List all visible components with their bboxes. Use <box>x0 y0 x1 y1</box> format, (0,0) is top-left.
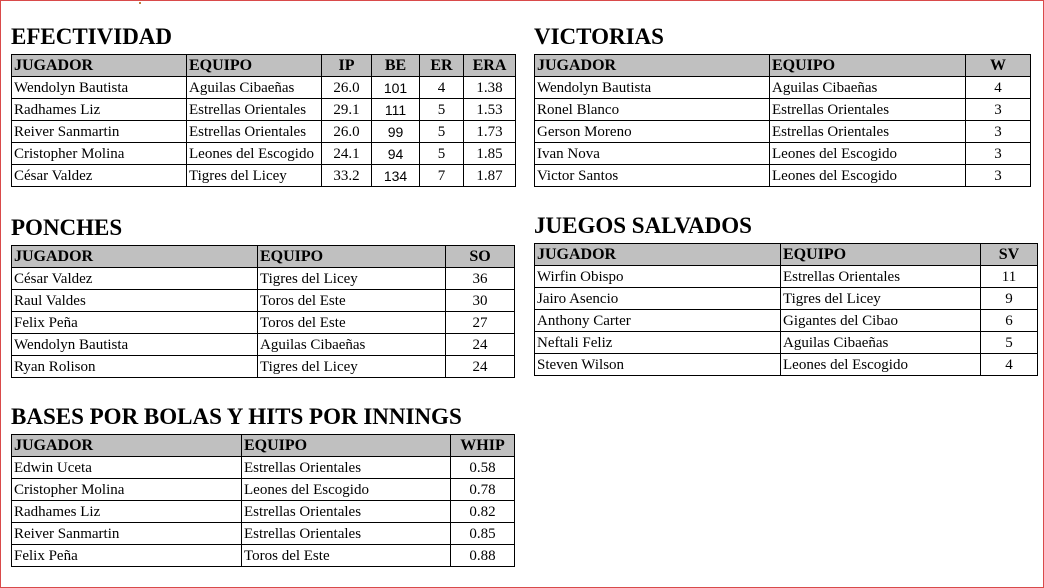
cell-jugador: Ivan Nova <box>535 143 770 165</box>
cell-ip: 33.2 <box>322 165 372 187</box>
col-header-jugador: JUGADOR <box>535 244 781 266</box>
cell-equipo: Aguilas Cibaeñas <box>187 77 322 99</box>
cell-equipo: Estrellas Orientales <box>770 121 966 143</box>
cell-jugador: Victor Santos <box>535 165 770 187</box>
cell-w: 3 <box>966 121 1031 143</box>
cell-so: 27 <box>446 312 515 334</box>
section-title: EFECTIVIDAD <box>11 24 173 49</box>
cell-w: 3 <box>966 165 1031 187</box>
cell-be: 94 <box>372 143 420 165</box>
cell-equipo: Toros del Este <box>258 290 446 312</box>
cell-whip: 0.85 <box>451 523 515 545</box>
table-header-row <box>12 55 516 77</box>
section-title: JUEGOS SALVADOS <box>534 213 752 238</box>
cell-be: 134 <box>372 165 420 187</box>
table-row <box>535 288 1038 310</box>
cell-equipo: Toros del Este <box>258 312 446 334</box>
table-row <box>535 310 1038 332</box>
table-row <box>535 121 1031 143</box>
cell-ip: 26.0 <box>322 121 372 143</box>
cell-so: 24 <box>446 356 515 378</box>
cell-w: 3 <box>966 99 1031 121</box>
cell-equipo: Estrellas Orientales <box>770 99 966 121</box>
col-header-jugador: JUGADOR <box>12 246 258 268</box>
table-row <box>535 99 1031 121</box>
table-header-row <box>535 244 1038 266</box>
cell-jugador: Reiver Sanmartin <box>12 523 242 545</box>
cell-so: 36 <box>446 268 515 290</box>
cell-equipo: Leones del Escogido <box>770 165 966 187</box>
cell-equipo: Tigres del Licey <box>258 268 446 290</box>
cell-equipo: Toros del Este <box>242 545 451 567</box>
table-header-row <box>12 435 515 457</box>
cell-jugador: Neftali Feliz <box>535 332 781 354</box>
cell-ip: 26.0 <box>322 77 372 99</box>
section-victorias <box>534 24 1031 187</box>
col-header-equipo: EQUIPO <box>781 244 981 266</box>
section-juegos-salvados <box>534 213 1038 376</box>
cell-sv: 11 <box>981 266 1038 288</box>
cell-equipo: Estrellas Orientales <box>242 501 451 523</box>
cell-jugador: Wendolyn Bautista <box>12 77 187 99</box>
efectividad-table <box>11 54 516 187</box>
cell-equipo: Leones del Escogido <box>242 479 451 501</box>
table-row <box>12 479 515 501</box>
col-header-era: ERA <box>464 55 516 77</box>
cell-jugador: Reiver Sanmartin <box>12 121 187 143</box>
table-row <box>535 143 1031 165</box>
victorias-table <box>534 54 1031 187</box>
col-header-jugador: JUGADOR <box>12 55 187 77</box>
table-row <box>12 77 516 99</box>
cell-jugador: César Valdez <box>12 165 187 187</box>
table-row <box>12 99 516 121</box>
salvados-table <box>534 243 1038 376</box>
cell-jugador: Gerson Moreno <box>535 121 770 143</box>
cell-w: 4 <box>966 77 1031 99</box>
cell-jugador: Edwin Uceta <box>12 457 242 479</box>
cell-equipo: Aguilas Cibaeñas <box>770 77 966 99</box>
cell-equipo: Leones del Escogido <box>781 354 981 376</box>
cell-era: 1.73 <box>464 121 516 143</box>
section-title: PONCHES <box>11 215 123 240</box>
section-title: VICTORIAS <box>534 24 664 49</box>
cell-sv: 5 <box>981 332 1038 354</box>
section-efectividad <box>11 24 516 187</box>
cell-er: 5 <box>420 121 464 143</box>
table-row <box>535 266 1038 288</box>
table-row <box>12 290 515 312</box>
cell-so: 30 <box>446 290 515 312</box>
cell-er: 5 <box>420 143 464 165</box>
table-row <box>12 457 515 479</box>
table-row <box>12 523 515 545</box>
cell-equipo: Tigres del Licey <box>258 356 446 378</box>
table-row <box>12 143 516 165</box>
cell-jugador: Wirfin Obispo <box>535 266 781 288</box>
col-header-sv: SV <box>981 244 1038 266</box>
cell-so: 24 <box>446 334 515 356</box>
col-header-equipo: EQUIPO <box>258 246 446 268</box>
cell-be: 101 <box>372 77 420 99</box>
table-row <box>12 545 515 567</box>
cell-be: 99 <box>372 121 420 143</box>
cell-equipo: Leones del Escogido <box>770 143 966 165</box>
cell-jugador: Wendolyn Bautista <box>535 77 770 99</box>
cell-equipo: Leones del Escogido <box>187 143 322 165</box>
decorative-dot <box>139 2 141 4</box>
table-row <box>535 354 1038 376</box>
cell-jugador: Jairo Asencio <box>535 288 781 310</box>
cell-era: 1.53 <box>464 99 516 121</box>
cell-sv: 4 <box>981 354 1038 376</box>
col-header-equipo: EQUIPO <box>187 55 322 77</box>
cell-jugador: Wendolyn Bautista <box>12 334 258 356</box>
section-whip <box>11 404 515 567</box>
cell-jugador: César Valdez <box>12 268 258 290</box>
cell-whip: 0.82 <box>451 501 515 523</box>
cell-ip: 29.1 <box>322 99 372 121</box>
table-row <box>12 165 516 187</box>
cell-jugador: Ronel Blanco <box>535 99 770 121</box>
cell-w: 3 <box>966 143 1031 165</box>
cell-sv: 6 <box>981 310 1038 332</box>
col-header-ip: IP <box>322 55 372 77</box>
cell-equipo: Tigres del Licey <box>187 165 322 187</box>
table-row <box>12 501 515 523</box>
cell-equipo: Aguilas Cibaeñas <box>781 332 981 354</box>
table-row <box>12 121 516 143</box>
table-header-row <box>12 246 515 268</box>
cell-jugador: Raul Valdes <box>12 290 258 312</box>
cell-equipo: Estrellas Orientales <box>242 457 451 479</box>
cell-er: 5 <box>420 99 464 121</box>
cell-era: 1.85 <box>464 143 516 165</box>
whip-table <box>11 434 515 567</box>
cell-era: 1.87 <box>464 165 516 187</box>
cell-equipo: Estrellas Orientales <box>187 121 322 143</box>
table-row <box>12 312 515 334</box>
table-row <box>535 332 1038 354</box>
cell-jugador: Felix Peña <box>12 545 242 567</box>
cell-jugador: Felix Peña <box>12 312 258 334</box>
cell-jugador: Radhames Liz <box>12 501 242 523</box>
col-header-jugador: JUGADOR <box>535 55 770 77</box>
cell-equipo: Aguilas Cibaeñas <box>258 334 446 356</box>
table-row <box>535 77 1031 99</box>
cell-equipo: Gigantes del Cibao <box>781 310 981 332</box>
cell-whip: 0.88 <box>451 545 515 567</box>
ponches-table <box>11 245 515 378</box>
col-header-whip: WHIP <box>451 435 515 457</box>
cell-jugador: Cristopher Molina <box>12 143 187 165</box>
cell-whip: 0.78 <box>451 479 515 501</box>
col-header-jugador: JUGADOR <box>12 435 242 457</box>
section-ponches <box>11 215 515 378</box>
cell-ip: 24.1 <box>322 143 372 165</box>
cell-jugador: Anthony Carter <box>535 310 781 332</box>
cell-jugador: Steven Wilson <box>535 354 781 376</box>
cell-equipo: Estrellas Orientales <box>187 99 322 121</box>
col-header-equipo: EQUIPO <box>242 435 451 457</box>
col-header-so: SO <box>446 246 515 268</box>
table-row <box>12 268 515 290</box>
cell-whip: 0.58 <box>451 457 515 479</box>
cell-be: 111 <box>372 99 420 121</box>
table-row <box>12 356 515 378</box>
cell-sv: 9 <box>981 288 1038 310</box>
col-header-er: ER <box>420 55 464 77</box>
cell-er: 4 <box>420 77 464 99</box>
cell-era: 1.38 <box>464 77 516 99</box>
cell-equipo: Tigres del Licey <box>781 288 981 310</box>
col-header-equipo: EQUIPO <box>770 55 966 77</box>
col-header-w: W <box>966 55 1031 77</box>
cell-er: 7 <box>420 165 464 187</box>
cell-jugador: Cristopher Molina <box>12 479 242 501</box>
section-title: BASES POR BOLAS Y HITS POR INNINGS <box>11 404 462 429</box>
table-header-row <box>535 55 1031 77</box>
cell-jugador: Radhames Liz <box>12 99 187 121</box>
cell-equipo: Estrellas Orientales <box>242 523 451 545</box>
cell-equipo: Estrellas Orientales <box>781 266 981 288</box>
col-header-be: BE <box>372 55 420 77</box>
table-row <box>12 334 515 356</box>
cell-jugador: Ryan Rolison <box>12 356 258 378</box>
table-row <box>535 165 1031 187</box>
